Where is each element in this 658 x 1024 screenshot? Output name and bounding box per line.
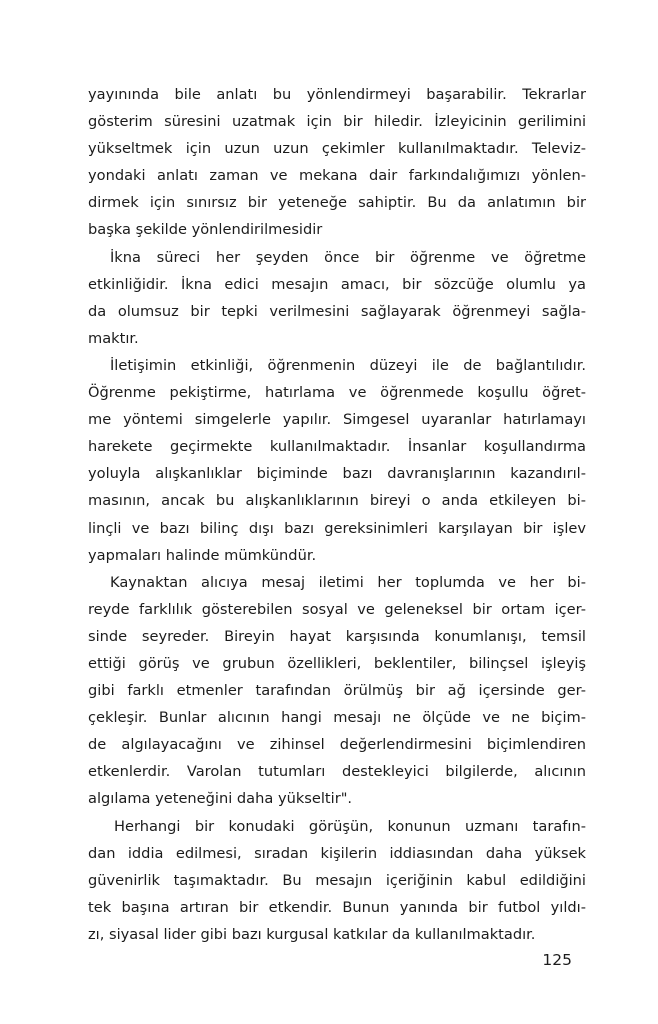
- text-line: yükseltmek için uzun uzun çekimler kullanılmaktadır. Televiz-: [88, 140, 586, 158]
- text-line: güvenirlik taşımaktadır. Bu mesajın içeriğinin kabul edildiğini: [88, 871, 586, 889]
- text-line: İletişimin etkinliği, öğrenmenin düzeyi ile de bağlantılıdır.: [110, 356, 586, 374]
- text-line: me yöntemi simgelerle yapılır. Simgesel uyaranlar hatırlamayı: [88, 411, 586, 429]
- text-line: dirmek için sınırsız bir yeteneğe sahiptir. Bu da anlatımın bir: [88, 194, 586, 212]
- text-line: da olumsuz bir tepki verilmesini sağlayarak öğrenmeyi sağla-: [88, 302, 586, 320]
- paragraph-4: [88, 569, 586, 813]
- paragraph-1: [88, 81, 586, 244]
- text-line: ettiği görüş ve grubun özellikleri, beklentiler, bilinçsel işleyiş: [88, 654, 586, 672]
- text-line: yayınında bile anlatı bu yönlendirmeyi başarabilir. Tekrarlar: [88, 86, 586, 103]
- text-line: yapmaları halinde mümkündür.: [88, 546, 317, 564]
- text-line: dan iddia edilmesi, sıradan kişilerin iddiasından daha yüksek: [88, 844, 586, 862]
- text-line: etkinliğidir. İkna edici mesajın amacı, bir sözcüğe olumlu ya: [88, 275, 586, 293]
- text-line: sinde seyreder. Bireyin hayat karşısında konumlanışı, temsil: [88, 627, 586, 645]
- paragraph-3: [88, 352, 586, 569]
- body-text: [88, 81, 586, 948]
- text-line: yoluyla alışkanlıklar biçiminde bazı davranışlarının kazandırıl-: [88, 465, 586, 483]
- text-line: gibi farklı etmenler tarafından örülmüş bir ağ içersinde ger-: [88, 682, 586, 700]
- text-line: etkenlerdir. Varolan tutumları destekleyici bilgilerde, alıcının: [88, 763, 586, 781]
- text-line: Kaynaktan alıcıya mesaj iletimi her toplumda ve her bi-: [110, 573, 586, 591]
- text-line: maktır.: [88, 329, 139, 347]
- text-line: gösterim süresini uzatmak için bir hiledir. İzleyicinin gerilimini: [88, 113, 586, 131]
- text-line: başka şekilde yönlendirilmesidir: [88, 221, 323, 239]
- text-line: Herhangi bir konudaki görüşün, konunun uzmanı tarafın-: [114, 817, 586, 835]
- text-line: reyde farklılık gösterebilen sosyal ve geleneksel bir ortam içer-: [88, 600, 586, 618]
- text-line: de algılayacağını ve zihinsel değerlendirmesini biçimlendiren: [88, 736, 586, 754]
- text-line: İkna süreci her şeyden önce bir öğrenme ve öğretme: [110, 248, 586, 266]
- text-line: tek başına artıran bir etkendir. Bunun yanında bir futbol yıldı-: [88, 898, 586, 916]
- text-line: harekete geçirmekte kullanılmaktadır. İnsanlar koşullandırma: [88, 438, 586, 456]
- page-number: 125: [542, 951, 572, 969]
- text-line: linçli ve bazı bilinç dışı bazı gereksinimleri karşılayan bir işlev: [88, 519, 586, 537]
- paragraph-2: [88, 244, 586, 352]
- text-line: Öğrenme pekiştirme, hatırlama ve öğrenmede koşullu öğret-: [88, 384, 586, 402]
- text-line: yondaki anlatı zaman ve mekana dair farkındalığımızı yönlen-: [88, 167, 586, 185]
- text-line: algılama yeteneğini daha yükseltir".: [88, 790, 353, 808]
- text-line: zı, siyasal lider gibi bazı kurgusal katkılar da kullanılmaktadır.: [88, 925, 536, 943]
- text-line: çekleşir. Bunlar alıcının hangi mesajı ne ölçüde ve ne biçim-: [88, 709, 586, 727]
- paragraph-5: [88, 813, 586, 948]
- text-line: masının, ancak bu alışkanlıklarının bireyi o anda etkileyen bi-: [88, 492, 586, 510]
